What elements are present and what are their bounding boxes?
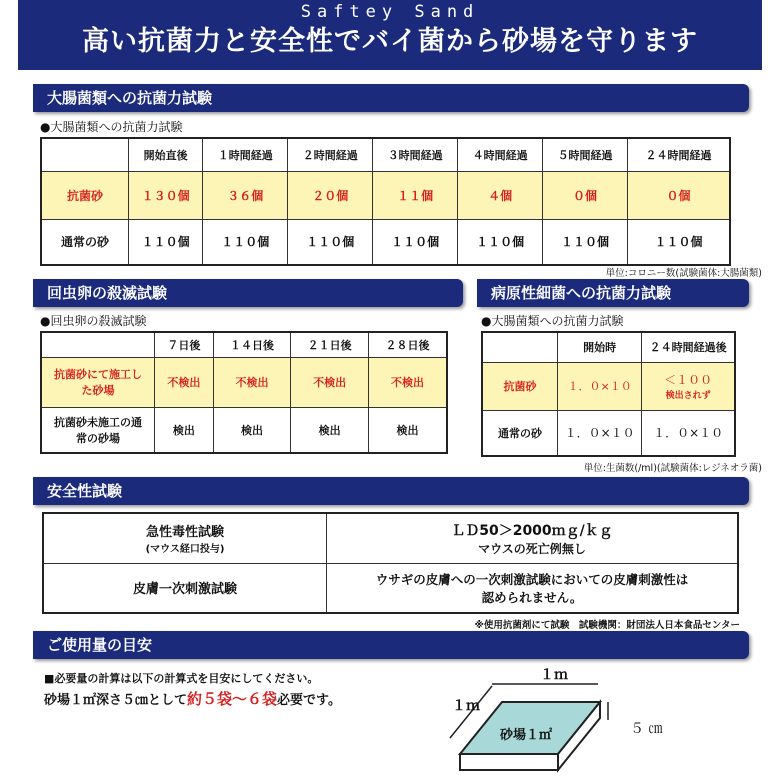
cell: 皮膚一次刺激試験: [43, 563, 327, 613]
cell: 不検出: [291, 357, 369, 407]
cell: 検出: [291, 407, 369, 453]
cell-value: ＜１００: [664, 373, 713, 387]
cell: [41, 332, 155, 357]
cell: 通常の砂: [41, 219, 129, 265]
table-ecoli: [40, 137, 731, 266]
cell: １１０個: [373, 219, 458, 265]
dim-left: １ｍ: [452, 698, 480, 714]
cell-title: 急性毒性試験: [145, 525, 224, 541]
cell: 不検出: [213, 357, 291, 407]
cell: ２８日後: [368, 332, 447, 357]
table-roundworm: [40, 331, 448, 454]
cell: １４日後: [213, 332, 291, 357]
sandbox-diagram: [430, 662, 630, 777]
safety-note: ※使用抗菌剤にて試験 試験機関：財団法人日本食品センター: [474, 620, 740, 631]
cell: 開始直後: [129, 138, 203, 171]
cell: １．０×１０: [558, 362, 642, 410]
cell: 不検出: [155, 357, 214, 407]
cell: ２４時間経過後: [642, 332, 735, 362]
unit-note-ecoli: 単位:コロニー数(試験菌体:大腸菌類): [605, 268, 762, 279]
cell: 抗菌砂: [41, 171, 129, 219]
caption-roundworm: ●回虫卵の殺滅試験: [40, 314, 147, 328]
usage-amount: 約５袋〜６袋: [187, 690, 278, 708]
cell: ０個: [628, 171, 730, 219]
cell: １１０個: [129, 219, 203, 265]
cell: [43, 513, 327, 563]
cell: 不検出: [368, 357, 447, 407]
cell: [327, 563, 739, 613]
cell: [482, 332, 558, 362]
cell-line: ウサギの皮膚への一次刺激試験においての皮膚刺激性は: [375, 571, 689, 587]
cell: １１０個: [203, 219, 288, 265]
cell: １１０個: [288, 219, 373, 265]
cell: １１０個: [628, 219, 730, 265]
cell-sub: 検出されず: [665, 391, 711, 401]
usage-line2: [44, 688, 341, 709]
cell: [41, 138, 129, 171]
usage-line1: ■必要量の計算は以下の計算式を目安にしてください。: [44, 672, 319, 685]
cell: ４個: [458, 171, 543, 219]
cell: １３０個: [129, 171, 203, 219]
sandbox-front: [460, 754, 558, 770]
section-bar-pathogen: 病原性細菌への抗菌力試験: [477, 279, 749, 307]
cell: ４時間経過: [458, 138, 543, 171]
cell: 通常の砂: [482, 410, 558, 456]
dim-right: ５ ㎝: [630, 721, 663, 737]
cell: １．０×１０: [558, 410, 642, 456]
caption-ecoli: ●大腸菌類への抗菌力試験: [40, 120, 183, 134]
cell: ２０個: [288, 171, 373, 219]
section-bar-safety: 安全性試験: [33, 477, 749, 505]
cell: ２１日後: [291, 332, 369, 357]
cell: ２４時間経過: [628, 138, 730, 171]
cell: １時間経過: [203, 138, 288, 171]
cell: 検出: [155, 407, 214, 453]
section-bar-ecoli: 大腸菌類への抗菌力試験: [33, 84, 749, 112]
cell: ５時間経過: [543, 138, 628, 171]
cell-sub: (マウス経口投与): [145, 544, 225, 556]
dim-top: １ｍ: [540, 667, 568, 683]
table-pathogen: [481, 331, 736, 457]
cell: ２時間経過: [288, 138, 373, 171]
section-bar-usage: ご使用量の目安: [33, 631, 749, 659]
cell: 抗菌砂: [482, 362, 558, 410]
cell: ０個: [543, 171, 628, 219]
section-bar-roundworm: 回虫卵の殺滅試験: [33, 279, 463, 307]
cell: 検出: [213, 407, 291, 453]
cell-line: 認められません。: [481, 589, 583, 605]
cell: ７日後: [155, 332, 214, 357]
header-subtitle: Saftey Sand: [300, 2, 480, 22]
cell: ３６個: [203, 171, 288, 219]
header-title: 高い抗菌力と安全性でバイ菌から砂場を守ります: [82, 26, 698, 57]
cell: １１０個: [458, 219, 543, 265]
page-header: [18, 0, 762, 70]
sandbox-label: 砂場１㎡: [500, 728, 553, 743]
caption-pathogen: ●大腸菌類への抗菌力試験: [481, 314, 624, 328]
cell-title: ＬＤ50＞2000ｍｇ/ｋｇ: [451, 522, 613, 539]
cell: 抗菌砂にて施工した砂場: [41, 357, 155, 407]
cell-sub: マウスの死亡例無し: [478, 541, 586, 556]
cell: １．０×１０: [642, 410, 735, 456]
cell: 抗菌砂未施工の通常の砂場: [41, 407, 155, 453]
cell: [642, 362, 735, 410]
usage-text-a: 砂場１㎡深さ５㎝として: [44, 693, 188, 708]
table-safety: [42, 512, 739, 614]
cell: [327, 513, 739, 563]
cell: 検出: [368, 407, 447, 453]
unit-note-pathogen: 単位:生菌数(/ml)(試験菌体:レジネオラ菌): [583, 463, 762, 474]
cell: １１０個: [543, 219, 628, 265]
usage-text-c: 必要です。: [277, 693, 341, 708]
cell: １１個: [373, 171, 458, 219]
cell: 開始時: [558, 332, 642, 362]
cell: ３時間経過: [373, 138, 458, 171]
